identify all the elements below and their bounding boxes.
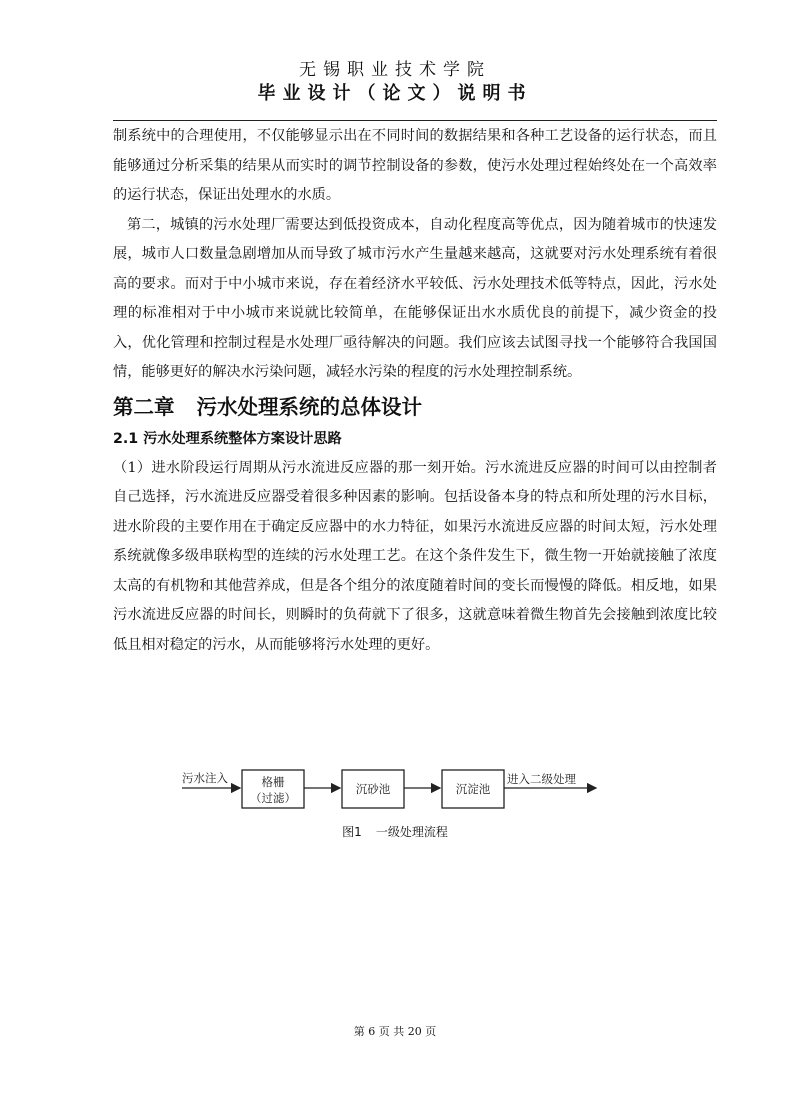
body-text [113, 122, 717, 660]
section-title: 2.1 污水处理系统整体方案设计思路 [113, 430, 342, 447]
chapter-title [113, 390, 717, 424]
paragraph: （1）进水阶段运行周期从污水流进反应器的那一刻开始。污水流进反应器的时间可以由控制者自己选择，污水流进反应器受着很多种因素的影响。包括设备本身的特点和所处理的污水目标，进水阶段的主要作用在于确定反应器中的水力特征，如果污水流进反应器的时间太短，污水处理系统就像多级串联构型的连续的污水处理工艺。在这个条件发生下，微生物一开始就接触了浓度太高的有机物和其他营养成，但是各个组分的浓度随着时间的变长而慢慢的降低。相反地，如果污水流进反应器的时间长，则瞬时的负荷就下了很多，这就意味着微生物首先会接触到浓度比较低且相对稳定的污水，从而能够将污水处理的更好。 [113, 459, 717, 653]
header-rule [113, 120, 717, 121]
flow-input-label: 污水注入 [182, 771, 228, 785]
figure-caption [0, 823, 790, 840]
school-name: 无锡职业技术学院 [299, 60, 491, 80]
process-flow-diagram [178, 766, 618, 826]
flow-box-screen-sublabel: （过滤） [250, 791, 296, 805]
page-footer: 第 6 页 共 20 页 [353, 1025, 437, 1038]
flow-box-sedimentation-tank-label: 沉淀池 [455, 782, 491, 796]
flow-box-grit-chamber-label: 沉砂池 [355, 782, 391, 796]
paragraph: 制系统中的合理使用，不仅能够显示出在不同时间的数据结果和各种工艺设备的运行状态，而且能够通过分析采集的结果从而实时的调节控制设备的参数，使污水处理过程始终处在一个高效率的运行状态，保证出处理水的水质。 [113, 128, 717, 203]
flow-output-label: 进入二级处理 [507, 772, 576, 786]
document-type: 毕业设计（论文）说明书 [257, 83, 533, 104]
page-header [0, 58, 790, 106]
chapter-name: 污水处理系统的总体设计 [196, 394, 422, 419]
flow-box-screen-label: 格栅 [261, 775, 285, 789]
chapter-number: 第二章 [113, 394, 175, 419]
figure-number: 图1 [342, 825, 362, 839]
paragraph: 第二，城镇的污水处理厂需要达到低投资成本，自动化程度高等优点，因为随着城市的快速发展，城市人口数量急剧增加从而导致了城市污水产生量越来越高，这就要对污水处理系统有着很高的要求。而对于中小城市来说，存在着经济水平较低、污水处理技术低等特点，因此，污水处理的标准相对于中小城市来说就比较简单，在能够保证出水水质优良的前提下，减少资金的投入，优化管理和控制过程是水处理厂亟待解决的问题。我们应该去试图寻找一个能够符合我国国情，能够更好的解决水污染问题，减轻水污染的程度的污水处理控制系统。 [113, 216, 717, 380]
figure-caption-text: 一级处理流程 [375, 825, 448, 839]
